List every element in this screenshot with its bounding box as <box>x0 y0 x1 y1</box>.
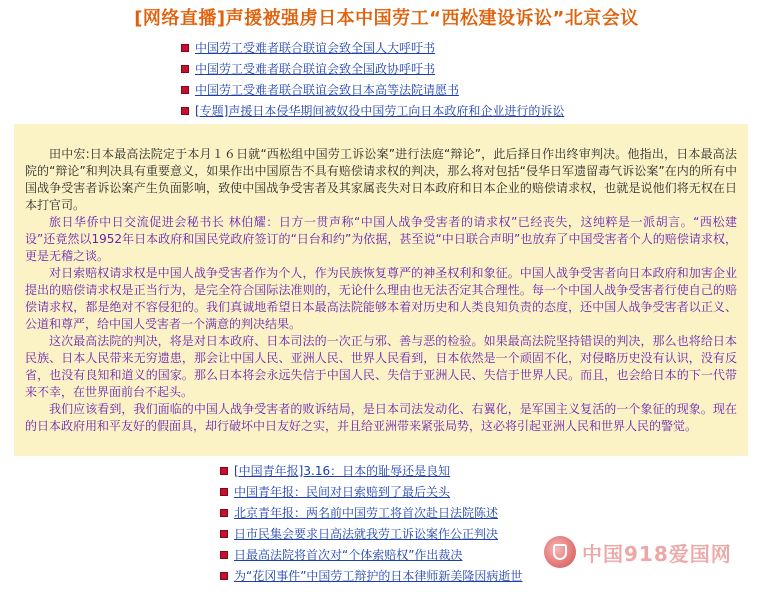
red-square-bullet-icon <box>181 86 189 94</box>
list-item <box>220 544 522 565</box>
news-link[interactable]: 北京青年报：两名前中国劳工将首次赴日法院陈述 <box>234 506 499 520</box>
site-logo-icon <box>544 536 576 568</box>
article-paragraph: 对日索赔权请求权是中国人战争受害者作为个人，作为民族恢复尊严的神圣权利和象征。中国人战争受害者向日本政府和加害企业提出的赔偿请求权是正当行为，是完全符合国际法准则的，无论什么理由也无法否定其合理性。每一个中国人战争受害者行使自己的赔偿请求权，都是绝对不容侵犯的。我们真诚地希望日本最高法院能够本着对历史和人类良知负责的态度，还中国人战争受害者以正义、公道和尊严，给中国人受害者一个满意的判决结果。 <box>25 266 737 331</box>
list-item <box>220 460 522 481</box>
related-link[interactable]: 中国劳工受难者联合联谊会致日本高等法院请愿书 <box>195 83 460 97</box>
list-item <box>220 481 522 502</box>
article-paragraph: 这次最高法院的判决，将是对日本政府、日本司法的一次正与邪、善与恶的检验。如果最高法院坚持错误的判决，那么也将给日本民族、日本人民带来无穷遗患，那会让中国人民、亚洲人民、世界人民看到，日本依然是一个顽固不化，对侵略历史没有认识，没有反省，也没有良知和道义的国家。那么日本将会永远失信于中国人民、失信于亚洲人民、失信于世界人民。而且，也会给日本的下一代带来不幸，在世界面前台不起头。 <box>25 334 737 399</box>
article-paragraph: 旅日华侨中日交流促进会秘书长 林伯耀：日方一贯声称“中国人战争受害者的请求权”已经丧失，这纯粹是一派胡言。“西松建设”还竟然以1952年日本政府和国民党政府签订的“日台和约”为依据，甚至说“中日联合声明”也放弃了中国受害者个人的赔偿请求权，更是无稽之谈。 <box>25 215 737 263</box>
list-item <box>220 502 522 523</box>
site-watermark <box>544 536 732 568</box>
red-square-bullet-icon <box>220 551 228 559</box>
red-square-bullet-icon <box>181 65 189 73</box>
related-link[interactable]: 中国劳工受难者联合联谊会致全国政协呼吁书 <box>195 62 436 76</box>
news-link[interactable]: 日市民集会要求日高法就我劳工诉讼案作公正判决 <box>234 527 499 541</box>
red-square-bullet-icon <box>220 488 228 496</box>
red-square-bullet-icon <box>220 467 228 475</box>
related-link[interactable]: 中国劳工受难者联合联谊会致全国人大呼吁书 <box>195 41 436 55</box>
red-square-bullet-icon <box>220 572 228 580</box>
news-link[interactable]: 中国青年报：民间对日索赔到了最后关头 <box>234 485 451 499</box>
list-item <box>181 100 564 121</box>
red-square-bullet-icon <box>181 44 189 52</box>
watermark-text: 中国918爱国网 <box>582 541 732 566</box>
red-square-bullet-icon <box>220 530 228 538</box>
list-item <box>181 58 564 79</box>
article-box <box>14 124 748 456</box>
related-link[interactable]: [专题]声援日本侵华期间被奴役中国劳工向日本政府和企业进行的诉讼 <box>195 104 565 118</box>
news-link[interactable]: [中国青年报]3.16：日本的耻辱还是良知 <box>234 464 451 478</box>
top-links <box>181 37 564 121</box>
news-link[interactable]: 日最高法院将首次对“个体索赔权”作出裁决 <box>234 548 463 562</box>
article-paragraph: 我们应该看到，我们面临的中国人战争受害者的败诉结局，是日本司法发动化、右翼化，是军国主义复活的一个象征的现象。现在的日本政府用和平友好的假面具，却行破坏中日友好之实，并且给亚洲带来紧张局势，这必将引起亚洲人民和世界人民的警觉。 <box>25 402 737 433</box>
red-square-bullet-icon <box>181 107 189 115</box>
news-link[interactable]: 为“花冈事件”中国劳工辩护的日本律师新美隆因病逝世 <box>234 569 523 583</box>
list-item <box>181 79 564 100</box>
list-item <box>220 523 522 544</box>
red-square-bullet-icon <box>220 509 228 517</box>
bottom-links <box>220 460 522 586</box>
list-item <box>220 565 522 586</box>
article-paragraph: 田中宏:日本最高法院定于本月１６日就“西松组中国劳工诉讼案”进行法庭“辩论”，此后择日作出终审判决。他指出，日本最高法院的“辩论”和判决具有重要意义，如果作出中国原告不具有赔偿请求权的判决，那么将对包括“侵华日军遗留毒气诉讼案”在内的所有中国战争受害者诉讼案产生负面影响，致使中国战争受害者及其家属丧失对日本政府和日本企业的赔偿请求权，也就是说他们将无权在日本打官司。 <box>25 147 737 212</box>
page-title: [网络直播]声援被强虏日本中国劳工“西松建设诉讼”北京会议 <box>134 8 639 29</box>
list-item <box>181 37 564 58</box>
